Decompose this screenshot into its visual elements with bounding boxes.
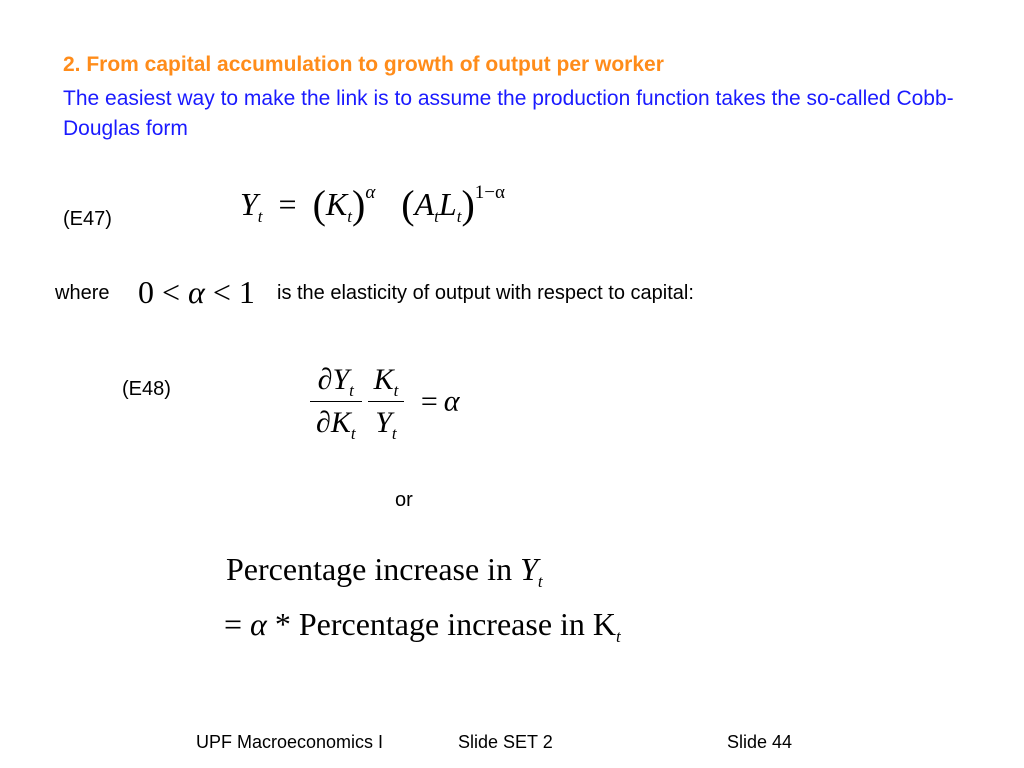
footer-course: UPF Macroeconomics I [196,732,384,752]
time-subscript: t [347,207,352,226]
partial-derivative-fraction: $\frac{\partial Y_t}{\partial K_t}$ [310,360,362,443]
labor-var: L [438,186,457,222]
ratio-fraction: $\frac{K_t}{Y_t}$ [368,360,405,443]
less-than: < [212,274,231,310]
one: 1 [238,274,255,310]
footer-slide-set: Slide SET 2 [458,732,553,752]
equals-sign: = [420,384,438,418]
partial-y: ∂Y [317,363,350,396]
capital-var: K [325,186,348,222]
percentage-line-2: = α * Percentage increase in $K_t$ [224,606,621,646]
alpha: α [250,606,267,642]
less-than: < [162,274,181,310]
intro-text: The easiest way to make the link is to assume the production function takes the so-called Cobb-Douglas form [63,87,954,140]
alpha-exponent: α [365,182,376,203]
slide-heading: 2. From capital accumulation to growth of output per worker [63,53,664,76]
time-subscript: t [456,207,462,226]
output-var: Y [240,186,258,222]
alpha-inequality [138,274,255,311]
percentage-text: Percentage increase in K [298,606,617,642]
where-word: where [55,282,110,304]
or-word: or [395,489,413,511]
alpha: α [443,384,460,418]
equals-sign: = [278,186,297,222]
capital-var: K [373,363,394,396]
partial-k: ∂K [316,406,351,439]
percentage-text: Percentage increase in [226,551,521,587]
equation-label-e47: (E47) [63,208,112,230]
one-minus-alpha-exponent: 1−α [474,182,505,203]
output-var: Y [375,406,392,439]
zero: 0 [138,274,154,310]
technology-var: A [414,186,435,222]
footer-slide-number: Slide 44 [727,732,793,752]
output-var: Y [520,551,538,587]
elasticity-description: is the elasticity of output with respect to capital: [277,282,694,304]
alpha: α [188,274,205,310]
percentage-line-1: Percentage increase in $Y_t$ [226,551,543,591]
time-subscript: t [257,207,263,226]
equation-label-e48: (E48) [122,378,171,400]
multiply-star: * [274,606,291,642]
cobb-douglas-equation: $Y_t = (K_t)^\alpha$ $(A_tL_t)^{1-\alpha}$ [240,182,505,227]
time-subscript: t [434,207,439,226]
elasticity-equation [307,360,460,443]
equals-sign: = [224,606,243,642]
